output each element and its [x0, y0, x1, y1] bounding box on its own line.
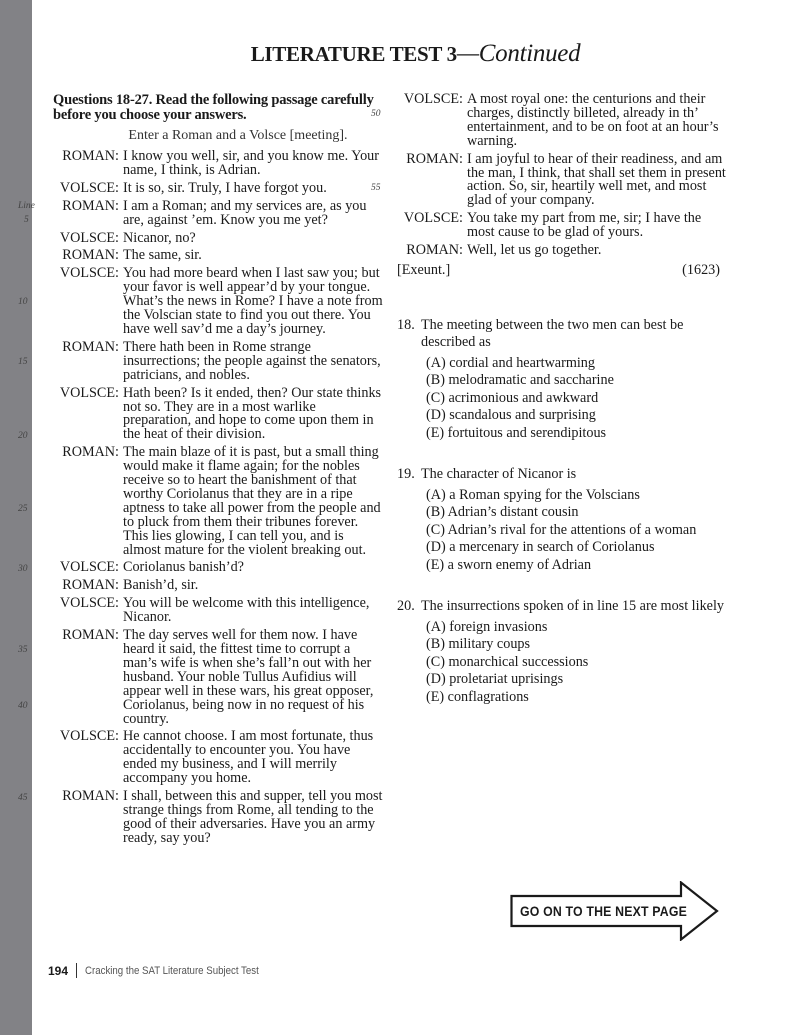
speech-text: Coriolanus banish’d?: [123, 559, 244, 576]
passage-left-column: [18, 92, 383, 850]
next-page-arrow[interactable]: [510, 881, 720, 941]
choice-b[interactable]: (B) melodramatic and saccharine: [426, 372, 614, 389]
speaker: VOLSCE:: [59, 595, 119, 612]
speech-text: He cannot choose. I am most fortunate, thus accidentally to encounter you. You have ended my business, and I will merrily accompany you home.: [123, 728, 374, 787]
speaker: VOLSCE:: [59, 265, 119, 282]
choice-c[interactable]: (C) acrimonious and awkward: [426, 389, 599, 406]
question-stem: The insurrections spoken of in line 15 are most likely: [421, 598, 724, 615]
speech-text: It is so, sir. Truly, I have forgot you.: [123, 179, 327, 196]
answer-choices: [426, 487, 727, 574]
speech-text: Banish’d, sir.: [123, 577, 199, 594]
speaker: VOLSCE:: [59, 229, 119, 246]
page-title: [32, 40, 799, 68]
choice-a[interactable]: (A) foreign invasions: [426, 619, 548, 636]
speech-text: The day serves well for them now. I have heard it said, the fittest time to corrupt a man’s wife is when she’s fall’n out with her husband. Your noble Tullus Aufidius will appear well in these wars, his great opposer, Coriolanus, being now in no request of his country.: [123, 627, 374, 727]
speech-text: Well, let us go together.: [467, 242, 602, 259]
speech-text: You had more beard when I last saw you; but your favor is well appear’d by your tongue. What’s the news in Rome? I have a note from the Volscian state to find you out there. You have well sav’d me a day’s journey.: [123, 265, 383, 337]
choice-e[interactable]: (E) conflagrations: [426, 688, 529, 705]
exeunt: [Exeunt.]: [397, 261, 451, 278]
choice-e[interactable]: (E) fortuitous and serendipitous: [426, 424, 607, 441]
line-number: 30: [18, 564, 28, 575]
speech: [18, 265, 383, 337]
speech: [53, 150, 383, 178]
speaker: VOLSCE:: [59, 559, 119, 576]
exeunt-line: [397, 262, 720, 279]
choice-c[interactable]: (C) Adrian’s rival for the attentions of a woman: [426, 521, 697, 538]
line-number: 10: [18, 297, 28, 308]
choice-d[interactable]: (D) scandalous and surprising: [426, 407, 596, 424]
speech-text: A most royal one: the centurions and their charges, distinctly billeted, already in th’ entertainment, and to be on foot at an hour’s warning.: [467, 91, 719, 149]
choice-c[interactable]: (C) monarchical successions: [426, 653, 589, 670]
passage-right-column: [371, 91, 727, 706]
line-number: 50: [371, 109, 381, 119]
speech-text: I am a Roman; and my services are, as you are, against ’em. Know you me yet?: [123, 197, 367, 228]
line-number: 45: [18, 793, 28, 804]
speech-text: I know you well, sir, and you know me. Your name, I think, is Adrian.: [123, 148, 379, 178]
speech: [397, 212, 727, 240]
speech-text: I shall, between this and supper, tell you most strange things from Rome, all tending to the good of their adversaries. Have you an army ready, say you?: [123, 788, 383, 846]
speaker: ROMAN:: [62, 627, 119, 644]
page-footer: [48, 963, 283, 978]
speaker: ROMAN:: [406, 242, 463, 259]
speech-text: Nicanor, no?: [123, 229, 196, 246]
question-number: 18.: [397, 316, 415, 333]
speech-text: Hath been? Is it ended, then? Our state thinks not so. They are in a most warlike preparation, and hope to come upon them in the heat of their division.: [123, 384, 382, 443]
speaker: ROMAN:: [62, 788, 119, 805]
speech: [18, 338, 383, 383]
choice-b[interactable]: (B) Adrian’s distant cousin: [426, 504, 579, 521]
instructions: Questions 18-27. Read the following passage carefully before you choose your answers.: [53, 92, 374, 123]
speaker: VOLSCE:: [59, 179, 119, 196]
speaker: ROMAN:: [62, 577, 119, 594]
line-number: 20: [18, 430, 28, 441]
speech: [53, 579, 383, 593]
page-edge-bar: [0, 0, 32, 1035]
speech: [397, 244, 727, 258]
speech: [371, 150, 727, 209]
choice-d[interactable]: (D) a mercenary in search of Coriolanus: [426, 539, 655, 556]
speech: [18, 384, 383, 443]
line-label: Line: [18, 200, 35, 211]
question-20: [397, 598, 727, 706]
speaker: ROMAN:: [62, 148, 119, 164]
answer-choices: [426, 619, 727, 706]
speech: [53, 229, 383, 246]
speech: [18, 627, 383, 727]
speech-text: I am joyful to hear of their readiness, and am the man, I think, that shall set them in present action. So, sir, heartily well met, and most glad of your company.: [467, 150, 726, 209]
speech: [18, 444, 383, 558]
speaker: VOLSCE:: [59, 728, 119, 745]
choice-a[interactable]: (A) a Roman spying for the Volscians: [426, 487, 640, 503]
line-number: 5: [24, 214, 29, 225]
line-number: 25: [18, 504, 28, 515]
speaker: VOLSCE:: [403, 91, 463, 107]
speaker: ROMAN:: [62, 444, 119, 461]
speech: [53, 179, 383, 196]
speech-text: The same, sir.: [123, 247, 202, 264]
page-number: 194: [48, 963, 69, 978]
speech: [53, 597, 383, 625]
book-title: Cracking the SAT Literature Subject Test: [85, 964, 259, 977]
speech-text: You will be welcome with this intelligence, Nicanor.: [123, 595, 370, 626]
stage-direction: Enter a Roman and a Volsce [meeting].: [128, 128, 348, 143]
speech-text: There hath been in Rome strange insurrections; the people against the senators, patricians, and nobles.: [123, 338, 381, 383]
choice-e[interactable]: (E) a sworn enemy of Adrian: [426, 556, 592, 573]
speaker: VOLSCE:: [403, 210, 463, 227]
question-number: 20.: [397, 598, 415, 615]
speaker: ROMAN:: [62, 247, 119, 264]
question-stem: The character of Nicanor is: [421, 466, 577, 482]
choice-b[interactable]: (B) military coups: [426, 636, 531, 653]
speech: [53, 249, 383, 263]
speech: [53, 730, 383, 786]
speech: [18, 559, 383, 576]
speech-text: The main blaze of it is past, but a small thing would make it flame again; for the nobles receive so to heart the banishment of that worthy Coriolanus that they are in a ripe aptness to take all power from the people and to pluck from them their tribunes forever. This lies glowing, I can tell you, and is almost mature for the violent breaking out.: [123, 444, 381, 558]
question-number: 19.: [397, 466, 415, 482]
speech-text: You take my part from me, sir; I have the most cause to be glad of yours.: [467, 210, 702, 241]
speech: [371, 91, 727, 149]
question-18: [397, 317, 727, 442]
question-stem: The meeting between the two men can best be described as: [421, 316, 684, 350]
test-title: LITERATURE TEST 3: [250, 42, 457, 66]
answer-choices: [426, 355, 727, 442]
line-number: 55: [371, 182, 381, 193]
question-19: [397, 466, 727, 574]
line-number: 35: [18, 645, 28, 656]
next-page-label: GO ON TO THE NEXT PAGE: [520, 903, 688, 919]
footer-divider: [76, 963, 77, 978]
choice-a[interactable]: (A) cordial and heartwarming: [426, 354, 595, 371]
speaker: VOLSCE:: [59, 384, 119, 401]
line-number: 15: [18, 356, 28, 367]
speech: [18, 197, 383, 228]
choice-d[interactable]: (D) proletariat uprisings: [426, 671, 564, 688]
speaker: ROMAN:: [406, 150, 463, 167]
publication-year: (1623): [682, 261, 720, 278]
speech: [18, 788, 383, 846]
continued-label: —Continued: [456, 40, 581, 67]
speaker: ROMAN:: [62, 197, 119, 214]
speaker: ROMAN:: [62, 338, 119, 355]
line-number: 40: [18, 701, 28, 712]
